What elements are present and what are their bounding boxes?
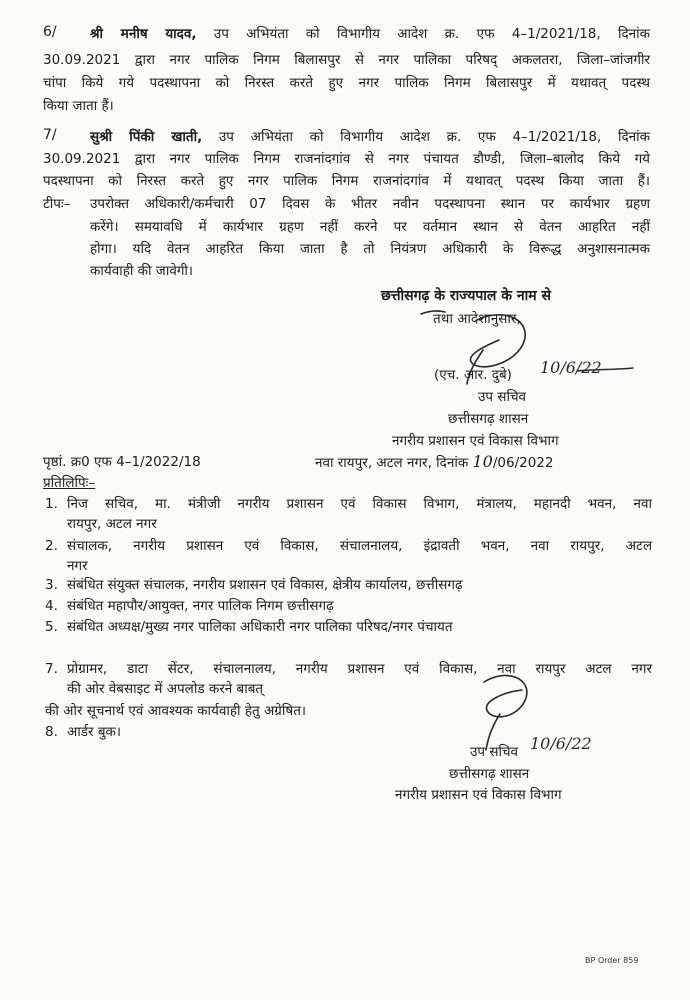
copy-closing: की ओर सूचनार्थ एवं आवश्यक कार्यवाही हेतु अग्रेषित।: [45, 703, 307, 719]
signatory-govt: छत्तीसगढ़ शासन: [448, 411, 529, 427]
signatory-2-dept: नगरीय प्रशासन एवं विकास विभाग: [395, 787, 562, 803]
item-7-line-2: 30.09.2021 द्वारा नगर पालिक निगम राजनांदगांव से नगर पंचायत डौण्डी, जिला–बालोद किये गये: [43, 151, 650, 167]
item-7-name: सुश्री पिंकी खाती,: [90, 129, 203, 145]
note-label: टीपः–: [43, 196, 71, 212]
signatory-name: (एच. आर. दुबे): [434, 367, 512, 383]
order-page: 6/ श्री मनीष यादव, उप अभियंता को विभागीय आदेश क्र. एफ 4–1/2021/18, दिनांक 30.09.2021 द्वारा नगर पालिक निगम बिलासपुर से नगर पालिका परिषद् अकलतरा, जिला–जांजगीर चांपा किये गये पदस्थापना को निरस्त करते हुए नगर पालिक निगम बिलासपुर में यथावत् पदस्थ किया जाता हैं। 7/ सुश्री पिंकी खाती, उप अभियंता को विभागीय आदेश क्र. एफ 4–1/2021/18, दिनांक 30.09.2021 द्वारा नगर पालिक निगम राजनांदगांव से नगर पंचायत डौण्डी, जिला–बालोद किये गये पदस्थापना को निरस्त करते हुए नगर पालिक निगम राजनांदगांव में यथावत् पदस्थ किया जाता हैं। टीपः– उपरोक्त अधिकारी/कर्मचारी 07 दिवस के भीतर नवीन पदस्थापना स्थान पर कार्यभार ग्रहण करेंगे। समयावधि में कार्यभार ग्रहण नहीं करने पर वर्तमान स्थान से वेतन आहरित नहीं होगा। यदि वेतन आहरित किया जाता है तो नियंत्रण अधिकारी के विरूद्ध अनुशासनात्मक कार्यवाही की जावेगी। छत्तीसगढ़ के राज्यपाल के नाम से तथा आदेशानुसार, (एच. आर. दुबे) 10/6/22 उप सचिव छत्तीसगढ़ शासन नगरीय प्रशासन एवं विकास विभाग पृष्ठां. क्र0 एफ 4–1/2022/18 नवा रायपुर, अटल नगर, दिनांक 10/06/2022 प्रतिलिपिः– 1. निज सचिव, मा. मंत्रीजी नगरीय प्रशासन एवं विकास विभाग, मंत्रालय, महानदी भवन, नवा रायपुर, अटल नगर 2. संचालक, नगरीय प्रशासन एवं विकास, संचालनालय, इंद्रावती भवन, नवा रायपुर, अटल नगर 3. संबंधित संयुक्त संचालक, नगरीय प्रशासन एवं विकास, क्षेत्रीय कार्यालय, छत्तीसगढ़ 4. संबंधित महापौर/आयुक्त, नगर पालिक निगम छत्तीसगढ़ 5. संबंधित अध्यक्ष/मुख्य नगर पालिका अधिकारी नगर पालिका परिषद/नगर पंचायत 7. प्रोग्रामर, डाटा सेंटर, संचालनालय, नगरीय प्रशासन एवं विकास, नवा रायपुर अटल नगर की ओर वेबसाइट में अपलोड करने बाबत् की ओर सूचनार्थ एवं आवश्यक कार्यवाही हेतु अग्रेषित। 8. आर्डर बुक। उप सचिव 10/6/22 छत्तीसगढ़ शासन नगरीय प्रशासन एवं विकास विभाग BP Order 859: [43, 24, 652, 965]
item-6-line-1: [90, 24, 650, 42]
authority-line-2: तथा आदेशानुसार,: [433, 311, 521, 327]
authority-line-1: छत्तीसगढ़ के राज्यपाल के नाम से: [381, 288, 551, 304]
item-7-line-1-rest: उप अभियंता को विभागीय आदेश क्र. एफ 4–1/2021/18, दिनांक: [202, 129, 651, 145]
signatory-designation: उप सचिव: [478, 389, 527, 405]
note-line-3: होगा। यदि वेतन आहरित किया जाता है तो नियंत्रण अधिकारी के विरूद्ध अनुशासनात्मक: [90, 241, 650, 257]
endorsement-place-date: [315, 452, 553, 471]
signature-1-tail: [575, 365, 635, 377]
item-6-line-2: 30.09.2021 द्वारा नगर पालिक निगम बिलासपुर से नगर पालिका परिषद् अकलतरा, जिला–जांजगीर: [43, 52, 650, 68]
note-line-1: उपरोक्त अधिकारी/कर्मचारी 07 दिवस के भीतर नवीन पदस्थापना स्थान पर कार्यभार ग्रहण: [90, 196, 650, 212]
signatory-2-govt: छत्तीसगढ़ शासन: [449, 766, 530, 782]
note-line-2: करेंगे। समयावधि में कार्यभार ग्रहण नहीं करने पर वर्तमान स्थान से वेतन आहरित नहीं: [90, 219, 650, 235]
endorsement-date-prefix: नवा रायपुर, अटल नगर, दिनांक: [315, 455, 469, 471]
signatory-2-designation: उप सचिव: [470, 744, 519, 760]
item-6-number: 6/: [43, 24, 57, 40]
item-7-line-1: [90, 127, 650, 145]
endorsement-ref: पृष्ठां. क्र0 एफ 4–1/2022/18: [43, 454, 201, 470]
item-6-line-4: किया जाता हैं।: [43, 98, 114, 114]
endorsement-date-day: 10: [472, 452, 493, 471]
signature-1-date: 10/6/22: [540, 358, 602, 377]
signatory-dept: नगरीय प्रशासन एवं विकास विभाग: [392, 433, 559, 449]
item-7-number: 7/: [43, 127, 57, 143]
item-6-line-1-rest: उप अभियंता को विभागीय आदेश क्र. एफ 4–1/2021/18, दिनांक: [196, 26, 651, 42]
endorsement-date-rest: /06/2022: [492, 455, 554, 471]
note-line-4: कार्यवाही की जावेगी।: [90, 263, 194, 279]
copy-heading: प्रतिलिपिः–: [43, 475, 96, 491]
item-7-line-3: पदस्थापना को निरस्त करते हुए नगर पालिक निगम राजनांदगांव में यथावत् पदस्थ किया जाता हैं।: [43, 173, 650, 189]
item-6-line-3: चांपा किये गये पदस्थापना को निरस्त करते हुए नगर पालिक निगम बिलासपुर में यथावत् पदस्थ: [43, 75, 650, 91]
item-6-name: श्री मनीष यादव,: [90, 26, 197, 42]
footer-order-number: BP Order 859: [585, 956, 639, 965]
signature-2-date: 10/6/22: [530, 734, 592, 753]
